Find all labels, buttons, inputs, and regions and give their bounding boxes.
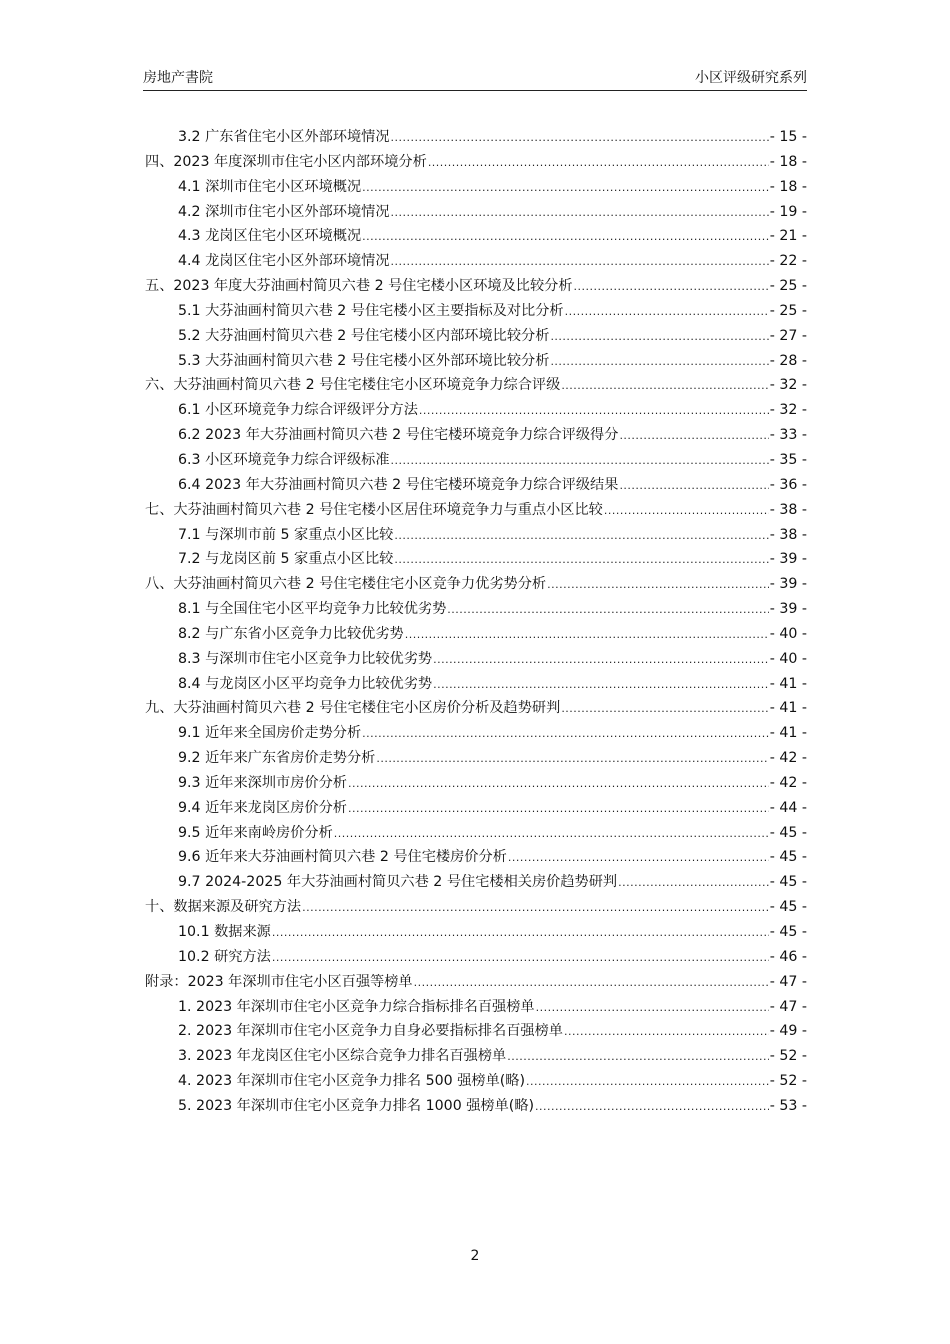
toc-entry-page: - 25 -: [769, 302, 807, 319]
toc-dot-leader: [348, 802, 769, 815]
toc-dot-leader: [391, 255, 769, 268]
toc-entry-page: - 46 -: [769, 948, 807, 965]
toc-section-entry[interactable]: [145, 772, 807, 797]
toc-entry-title: 八、大芬油画村简贝六巷 2 号住宅楼住宅小区竞争力优劣势分析: [145, 576, 547, 593]
toc-dot-leader: [547, 578, 769, 591]
toc-entry-page: - 21 -: [769, 228, 807, 245]
toc-entry-title: 4.3 龙岗区住宅小区环境概况: [178, 228, 362, 245]
toc-chapter-entry[interactable]: [145, 896, 807, 921]
toc-entry-title: 1. 2023 年深圳市住宅小区竞争力综合指标排名百强榜单: [178, 998, 535, 1015]
toc-dot-leader: [508, 851, 769, 864]
toc-dot-leader: [619, 479, 768, 492]
toc-entry-page: - 47 -: [769, 998, 807, 1015]
toc-entry-title: 7.1 与深圳市前 5 家重点小区比较: [178, 526, 394, 543]
toc-dot-leader: [362, 727, 769, 740]
toc-entry-page: - 18 -: [769, 178, 807, 195]
toc-section-entry[interactable]: [145, 1045, 807, 1070]
toc-entry-page: - 39 -: [769, 551, 807, 568]
toc-section-entry[interactable]: [145, 1095, 807, 1120]
toc-dot-leader: [405, 628, 769, 641]
toc-entry-title: 3.2 广东省住宅小区外部环境情况: [178, 129, 390, 145]
toc-section-entry[interactable]: [145, 399, 807, 424]
toc-entry-title: 3. 2023 年龙岗区住宅小区综合竞争力排名百强榜单: [178, 1048, 507, 1065]
table-of-contents: [145, 126, 807, 1120]
toc-dot-leader: [433, 653, 769, 666]
toc-section-entry[interactable]: [145, 176, 807, 201]
toc-entry-title: 四、2023 年度深圳市住宅小区内部环境分析: [145, 153, 427, 170]
toc-section-entry[interactable]: [145, 946, 807, 971]
header-series-title: 小区评级研究系列: [695, 70, 807, 86]
toc-entry-page: - 44 -: [769, 799, 807, 816]
toc-entry-page: - 19 -: [769, 203, 807, 220]
toc-chapter-entry[interactable]: [145, 499, 807, 524]
toc-section-entry[interactable]: [145, 524, 807, 549]
toc-dot-leader: [272, 926, 769, 939]
toc-entry-page: - 42 -: [769, 750, 807, 767]
toc-entry-page: - 40 -: [769, 625, 807, 642]
toc-section-entry[interactable]: [145, 474, 807, 499]
toc-dot-leader: [428, 156, 769, 169]
toc-dot-leader: [334, 827, 769, 840]
toc-entry-page: - 45 -: [769, 924, 807, 940]
toc-entry-title: 9.5 近年来南岭房价分析: [178, 824, 333, 841]
toc-section-entry[interactable]: [145, 1020, 807, 1045]
toc-entry-title: 8.4 与龙岗区小区平均竞争力比较优劣势: [178, 675, 433, 692]
toc-entry-page: - 39 -: [769, 601, 807, 618]
toc-section-entry[interactable]: [145, 797, 807, 822]
toc-dot-leader: [550, 330, 768, 343]
toc-entry-title: 9.3 近年来深圳市房价分析: [178, 774, 347, 791]
toc-entry-page: - 38 -: [769, 526, 807, 543]
toc-section-entry[interactable]: [145, 201, 807, 226]
toc-dot-leader: [391, 131, 769, 144]
toc-dot-leader: [550, 355, 768, 368]
toc-entry-title: 5.3 大芬油画村简贝六巷 2 号住宅楼小区外部环境比较分析: [178, 352, 550, 369]
toc-entry-page: - 38 -: [769, 501, 807, 518]
toc-dot-leader: [564, 1025, 769, 1038]
toc-section-entry[interactable]: [145, 325, 807, 350]
toc-dot-leader: [394, 529, 768, 542]
toc-entry-title: 附录：2023 年深圳市住宅小区百强等榜单: [145, 973, 413, 990]
toc-entry-title: 七、大芬油画村简贝六巷 2 号住宅楼小区居住环境竞争力与重点小区比较: [145, 501, 603, 518]
toc-entry-title: 4.2 深圳市住宅小区外部环境情况: [178, 203, 390, 220]
toc-dot-leader: [447, 603, 768, 616]
toc-entry-page: - 15 -: [769, 129, 807, 145]
toc-dot-leader: [362, 181, 769, 194]
toc-section-entry[interactable]: [145, 846, 807, 871]
toc-entry-page: - 45 -: [769, 849, 807, 866]
toc-entry-title: 7.2 与龙岗区前 5 家重点小区比较: [178, 551, 394, 568]
toc-entry-page: - 53 -: [769, 1097, 807, 1114]
toc-dot-leader: [604, 504, 769, 517]
toc-entry-page: - 36 -: [769, 476, 807, 493]
toc-entry-page: - 49 -: [769, 1023, 807, 1040]
toc-entry-title: 五、2023 年度大芬油画村简贝六巷 2 号住宅楼小区环境及比较分析: [145, 278, 573, 295]
toc-dot-leader: [348, 777, 769, 790]
toc-entry-page: - 39 -: [769, 576, 807, 593]
toc-chapter-entry[interactable]: [145, 275, 807, 300]
toc-entry-title: 8.2 与广东省小区竞争力比较优劣势: [178, 625, 404, 642]
toc-entry-title: 5.2 大芬油画村简贝六巷 2 号住宅楼小区内部环境比较分析: [178, 327, 550, 344]
toc-dot-leader: [419, 404, 769, 417]
toc-dot-leader: [619, 429, 768, 442]
toc-dot-leader: [561, 379, 768, 392]
toc-dot-leader: [526, 1075, 769, 1088]
toc-entry-title: 十、数据来源及研究方法: [145, 899, 302, 916]
toc-section-entry[interactable]: [145, 250, 807, 275]
page-header: [143, 68, 807, 91]
toc-dot-leader: [394, 553, 768, 566]
toc-dot-leader: [414, 976, 769, 989]
toc-dot-leader: [507, 1050, 768, 1063]
toc-entry-title: 6.3 小区环境竞争力综合评级标准: [178, 451, 390, 468]
toc-section-entry[interactable]: [145, 350, 807, 375]
toc-entry-page: - 27 -: [769, 327, 807, 344]
toc-entry-title: 6.1 小区环境竞争力综合评级评分方法: [178, 402, 418, 419]
toc-entry-title: 9.4 近年来龙岗区房价分析: [178, 799, 347, 816]
toc-entry-title: 9.1 近年来全国房价走势分析: [178, 725, 362, 742]
toc-entry-page: - 25 -: [769, 278, 807, 295]
toc-entry-title: 10.1 数据来源: [178, 924, 271, 940]
toc-entry-page: - 45 -: [769, 899, 807, 916]
toc-dot-leader: [362, 230, 769, 243]
toc-section-entry[interactable]: [145, 921, 807, 946]
toc-section-entry[interactable]: [145, 747, 807, 772]
toc-entry-title: 六、大芬油画村简贝六巷 2 号住宅楼住宅小区环境竞争力综合评级: [145, 377, 561, 394]
toc-dot-leader: [536, 1001, 769, 1014]
toc-entry-page: - 41 -: [769, 675, 807, 692]
toc-dot-leader: [391, 206, 769, 219]
header-publisher: 房地产書院: [143, 70, 213, 86]
toc-chapter-entry[interactable]: [145, 697, 807, 722]
toc-section-entry[interactable]: [145, 871, 807, 896]
toc-entry-page: - 40 -: [769, 650, 807, 667]
toc-entry-title: 8.1 与全国住宅小区平均竞争力比较优劣势: [178, 601, 447, 618]
toc-entry-page: - 47 -: [769, 973, 807, 990]
toc-section-entry[interactable]: [145, 822, 807, 847]
toc-entry-page: - 35 -: [769, 451, 807, 468]
toc-entry-title: 2. 2023 年深圳市住宅小区竞争力自身必要指标排名百强榜单: [178, 1023, 563, 1040]
toc-section-entry[interactable]: [145, 1070, 807, 1095]
toc-section-entry[interactable]: [145, 225, 807, 250]
toc-entry-page: - 22 -: [769, 253, 807, 270]
toc-entry-page: - 52 -: [769, 1073, 807, 1090]
toc-dot-leader: [391, 454, 769, 467]
toc-section-entry[interactable]: [145, 598, 807, 623]
toc-entry-page: - 28 -: [769, 352, 807, 369]
toc-section-entry[interactable]: [145, 424, 807, 449]
toc-entry-title: 5. 2023 年深圳市住宅小区竞争力排名 1000 强榜单(略): [178, 1097, 535, 1114]
toc-entry-page: - 32 -: [769, 402, 807, 419]
toc-dot-leader: [561, 702, 768, 715]
toc-section-entry[interactable]: [145, 648, 807, 673]
toc-entry-title: 4.1 深圳市住宅小区环境概况: [178, 178, 362, 195]
toc-entry-title: 9.7 2024-2025 年大芬油画村简贝六巷 2 号住宅楼相关房价趋势研判: [178, 874, 618, 891]
toc-entry-page: - 41 -: [769, 725, 807, 742]
toc-dot-leader: [302, 901, 769, 914]
toc-entry-page: - 32 -: [769, 377, 807, 394]
toc-entry-page: - 41 -: [769, 700, 807, 717]
toc-section-entry[interactable]: [145, 722, 807, 747]
toc-dot-leader: [376, 752, 768, 765]
toc-section-entry[interactable]: [145, 623, 807, 648]
toc-entry-title: 6.4 2023 年大芬油画村简贝六巷 2 号住宅楼环境竞争力综合评级结果: [178, 476, 619, 493]
toc-entry-page: - 45 -: [769, 824, 807, 841]
toc-section-entry[interactable]: [145, 548, 807, 573]
toc-entry-title: 10.2 研究方法: [178, 948, 271, 965]
toc-chapter-entry[interactable]: [145, 151, 807, 176]
toc-section-entry[interactable]: [145, 673, 807, 698]
toc-dot-leader: [433, 678, 769, 691]
toc-chapter-entry[interactable]: [145, 573, 807, 598]
toc-section-entry[interactable]: [145, 300, 807, 325]
toc-dot-leader: [618, 876, 769, 889]
toc-dot-leader: [574, 280, 769, 293]
toc-chapter-entry[interactable]: [145, 971, 807, 996]
toc-dot-leader: [535, 1100, 769, 1113]
toc-entry-page: - 52 -: [769, 1048, 807, 1065]
toc-entry-page: - 33 -: [769, 427, 807, 444]
toc-entry-title: 4. 2023 年深圳市住宅小区竞争力排名 500 强榜单(略): [178, 1073, 526, 1090]
toc-entry-title: 9.2 近年来广东省房价走势分析: [178, 750, 376, 767]
toc-entry-title: 6.2 2023 年大芬油画村简贝六巷 2 号住宅楼环境竞争力综合评级得分: [178, 427, 619, 444]
page-number: 2: [470, 1248, 480, 1264]
toc-entry-page: - 45 -: [769, 874, 807, 891]
toc-entry-page: - 42 -: [769, 774, 807, 791]
toc-section-entry[interactable]: [145, 449, 807, 474]
toc-entry-title: 5.1 大芬油画村简贝六巷 2 号住宅楼小区主要指标及对比分析: [178, 302, 564, 319]
toc-entry-title: 8.3 与深圳市住宅小区竞争力比较优劣势: [178, 650, 433, 667]
toc-section-entry[interactable]: [145, 126, 807, 151]
toc-entry-title: 4.4 龙岗区住宅小区外部环境情况: [178, 253, 390, 270]
toc-dot-leader: [565, 305, 769, 318]
toc-section-entry[interactable]: [145, 996, 807, 1021]
toc-entry-page: - 18 -: [769, 153, 807, 170]
toc-dot-leader: [272, 951, 769, 964]
toc-chapter-entry[interactable]: [145, 374, 807, 399]
toc-entry-title: 9.6 近年来大芬油画村简贝六巷 2 号住宅楼房价分析: [178, 849, 507, 866]
toc-entry-title: 九、大芬油画村简贝六巷 2 号住宅楼住宅小区房价分析及趋势研判: [145, 700, 561, 717]
